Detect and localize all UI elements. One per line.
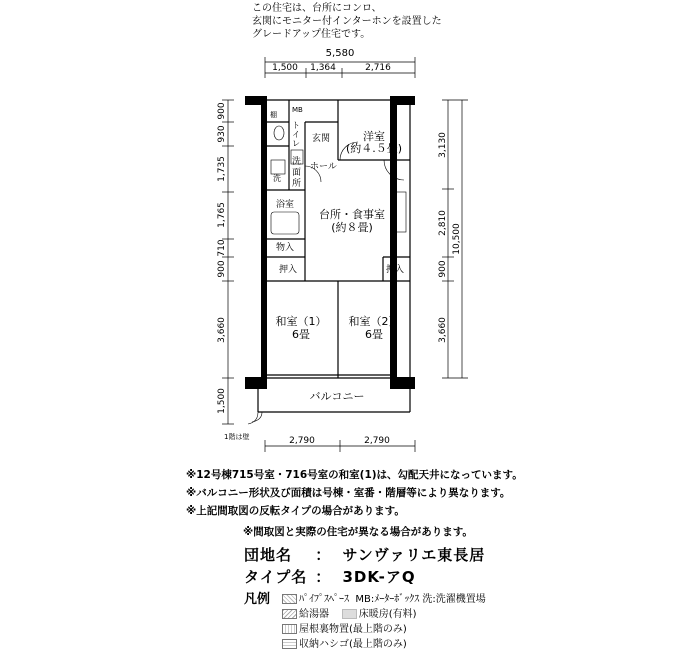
danchi-row — [244, 544, 485, 565]
legend-item: MB:ﾒｰﾀｰﾎﾞｯｸｽ — [355, 594, 420, 605]
legend-row — [282, 607, 486, 622]
room-senmen-char: 面 — [292, 168, 302, 178]
dim-top-part: 1,500 — [272, 63, 298, 73]
dim-left: 1,500 — [217, 388, 227, 414]
room-balcony: バルコニー — [309, 390, 365, 403]
note-line: ※上記間取図の反転タイプの場合があります。 — [186, 505, 405, 517]
dim-left: 710 — [217, 239, 227, 257]
legend — [282, 592, 486, 652]
room-mono: 物入 — [276, 243, 295, 253]
room-yokushitsu: 浴室 — [276, 200, 295, 210]
room-kitchen-size: (約８畳) — [331, 221, 373, 234]
dim-bottom: 2,790 — [364, 436, 390, 446]
room-senmen-char: 所 — [292, 179, 302, 189]
legend-item: 洗:洗濯機置場 — [422, 594, 486, 605]
dim-top-part: 2,716 — [365, 63, 391, 73]
room-washitsu-1: 和室（1） — [275, 315, 327, 328]
room-oshiire-right: 押入 — [386, 265, 405, 275]
ladder-swatch — [282, 639, 297, 649]
pipe-space-swatch — [282, 594, 297, 604]
legend-item: ﾊﾟｲﾌﾟｽﾍﾟｰｽ — [299, 594, 349, 605]
label-sen: 洗 — [273, 174, 281, 183]
legend-row — [282, 592, 486, 607]
room-washitsu-2-size: 6畳 — [365, 328, 383, 341]
legend-title: 凡例 — [244, 592, 271, 607]
note-line: ※バルコニー形状及び面積は号棟・室番・階層等により異なります。 — [186, 487, 511, 499]
colon: ： — [315, 546, 332, 564]
dim-right: 3,660 — [438, 317, 448, 343]
dim-left: 1,735 — [217, 156, 227, 182]
legend-row — [282, 622, 486, 637]
room-toilet-char: イ — [292, 130, 300, 139]
dim-total-right: 10,500 — [452, 223, 462, 255]
type-value: 3DK-アQ — [342, 568, 416, 586]
header-note-line: 玄関にモニター付インターホンを設置した — [252, 16, 442, 27]
room-hall: ホール — [310, 162, 337, 172]
type-row — [244, 566, 416, 587]
legend-item: 屋根裏物置(最上階のみ) — [299, 624, 407, 635]
dim-left: 930 — [217, 125, 227, 143]
room-kitchen: 台所・食事室 — [319, 208, 385, 221]
dim-left: 900 — [217, 260, 227, 278]
dim-right: 2,810 — [438, 210, 448, 236]
label-mb: MB — [292, 106, 303, 114]
room-yoshitsu: 洋室 — [363, 130, 385, 143]
legend-item: 床暖房(有料) — [358, 609, 417, 620]
colon: ： — [315, 568, 332, 586]
room-oshiire-left: 押入 — [279, 265, 298, 275]
bottom-dimensions — [265, 440, 415, 452]
dim-right: 900 — [438, 260, 448, 278]
room-toilet-char: ト — [292, 121, 300, 130]
header-note-line: グレードアップ住宅です。 — [252, 29, 371, 40]
legend-item: 給湯器 — [299, 609, 329, 620]
disclaimer: ※間取図と実際の住宅が異なる場合があります。 — [243, 526, 473, 538]
room-yoshitsu-size: (約４.５畳) — [345, 142, 403, 155]
label-tana: 棚 — [270, 111, 277, 119]
dim-left: 900 — [217, 102, 227, 120]
room-washitsu-1-size: 6畳 — [292, 328, 310, 341]
dim-right: 3,130 — [438, 132, 448, 158]
attic-swatch — [282, 624, 297, 634]
dim-left: 3,660 — [217, 317, 227, 343]
note-line: ※12号棟715号室・716号室の和室(1)は、勾配天井になっています。 — [186, 469, 523, 481]
floor-heating-swatch — [342, 609, 357, 619]
dim-bottom: 2,790 — [289, 436, 315, 446]
danchi-label: 団地名 — [244, 546, 293, 564]
right-dim-labels — [438, 132, 462, 343]
left-dim-labels — [217, 102, 227, 414]
dim-left: 1,765 — [217, 202, 227, 228]
danchi-value: サンヴァリエ東長居 — [342, 546, 486, 564]
type-label: タイプ名 — [244, 568, 308, 586]
dim-top-part: 1,364 — [310, 63, 336, 73]
legend-item: 収納ハシゴ(最上階のみ) — [299, 639, 407, 650]
dim-top-total: 5,580 — [325, 48, 355, 59]
room-senmen-char: 洗 — [292, 157, 302, 167]
room-washitsu-2: 和室（2） — [348, 315, 400, 328]
room-genkan: 玄関 — [312, 134, 331, 144]
header-note-line: この住宅は、台所にコンロ、 — [252, 3, 382, 14]
notes — [186, 466, 523, 520]
water-heater-swatch — [282, 609, 297, 619]
room-toilet-char: レ — [292, 139, 300, 148]
first-floor-note: 1階は壁 — [224, 433, 250, 441]
